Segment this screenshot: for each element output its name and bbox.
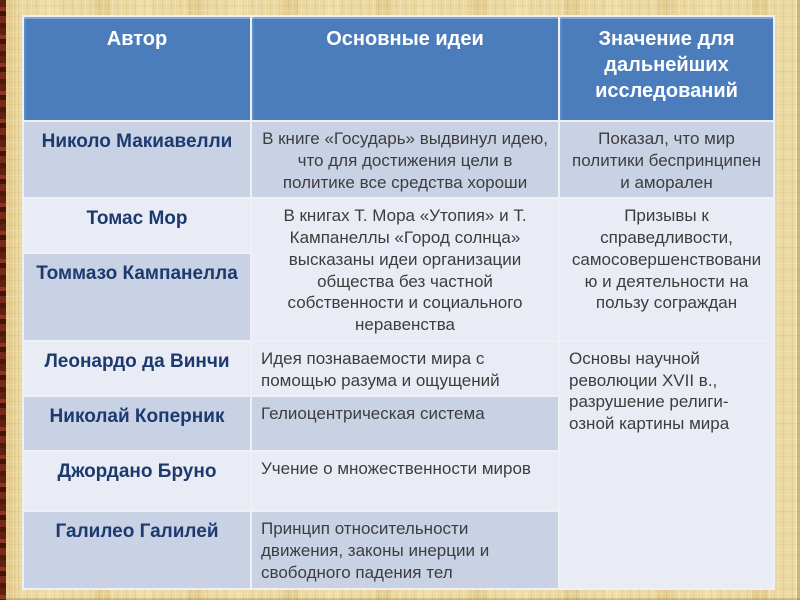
ideas-more-campanella: В книгах Т. Мора «Утопия» и Т. Кампанеллы «Город солнца» высказаны идеи организации общества без частной собственности и социального неравенства: [251, 198, 559, 341]
author-campanella: Томмазо Кампанелла: [23, 253, 251, 340]
significance-machiavelli: Показал, что мир политики беспринципен и аморален: [559, 121, 774, 198]
author-machiavelli: Николо Макиавелли: [23, 121, 251, 198]
header-author: Автор: [23, 16, 251, 121]
significance-scientists: Основы научной революции XVII в., разрушение религи-озной картины мира: [559, 341, 774, 589]
ideas-bruno: Учение о множественности миров: [251, 451, 559, 511]
significance-more-campanella: Призывы к справедливости, самосовершенствованию и деятельности на пользу сограждан: [559, 198, 774, 341]
author-galileo: Галилео Галилей: [23, 511, 251, 588]
author-copernicus: Николай Коперник: [23, 396, 251, 451]
row-machiavelli: [23, 121, 774, 198]
header-ideas: Основные идеи: [251, 16, 559, 121]
ideas-da-vinci: Идея познаваемости мира с помощью разума и ощущений: [251, 341, 559, 397]
ideas-galileo: Принцип относительности движения, законы инерции и свободного падения тел: [251, 511, 559, 588]
row-da-vinci: [23, 341, 774, 397]
ideas-machiavelli: В книге «Государь» выдвинул идею, что для достижения цели в политике все средства хороши: [251, 121, 559, 198]
author-bruno: Джордано Бруно: [23, 451, 251, 511]
author-more: Томас Мор: [23, 198, 251, 253]
header-significance: Значение для дальнейших исследований: [559, 16, 774, 121]
row-more: [23, 198, 774, 253]
frame-left-edge: [0, 0, 6, 600]
header-row: [23, 16, 774, 121]
renaissance-thinkers-table: [22, 15, 775, 590]
ideas-copernicus: Гелиоцентрическая система: [251, 396, 559, 451]
author-da-vinci: Леонардо да Винчи: [23, 341, 251, 397]
